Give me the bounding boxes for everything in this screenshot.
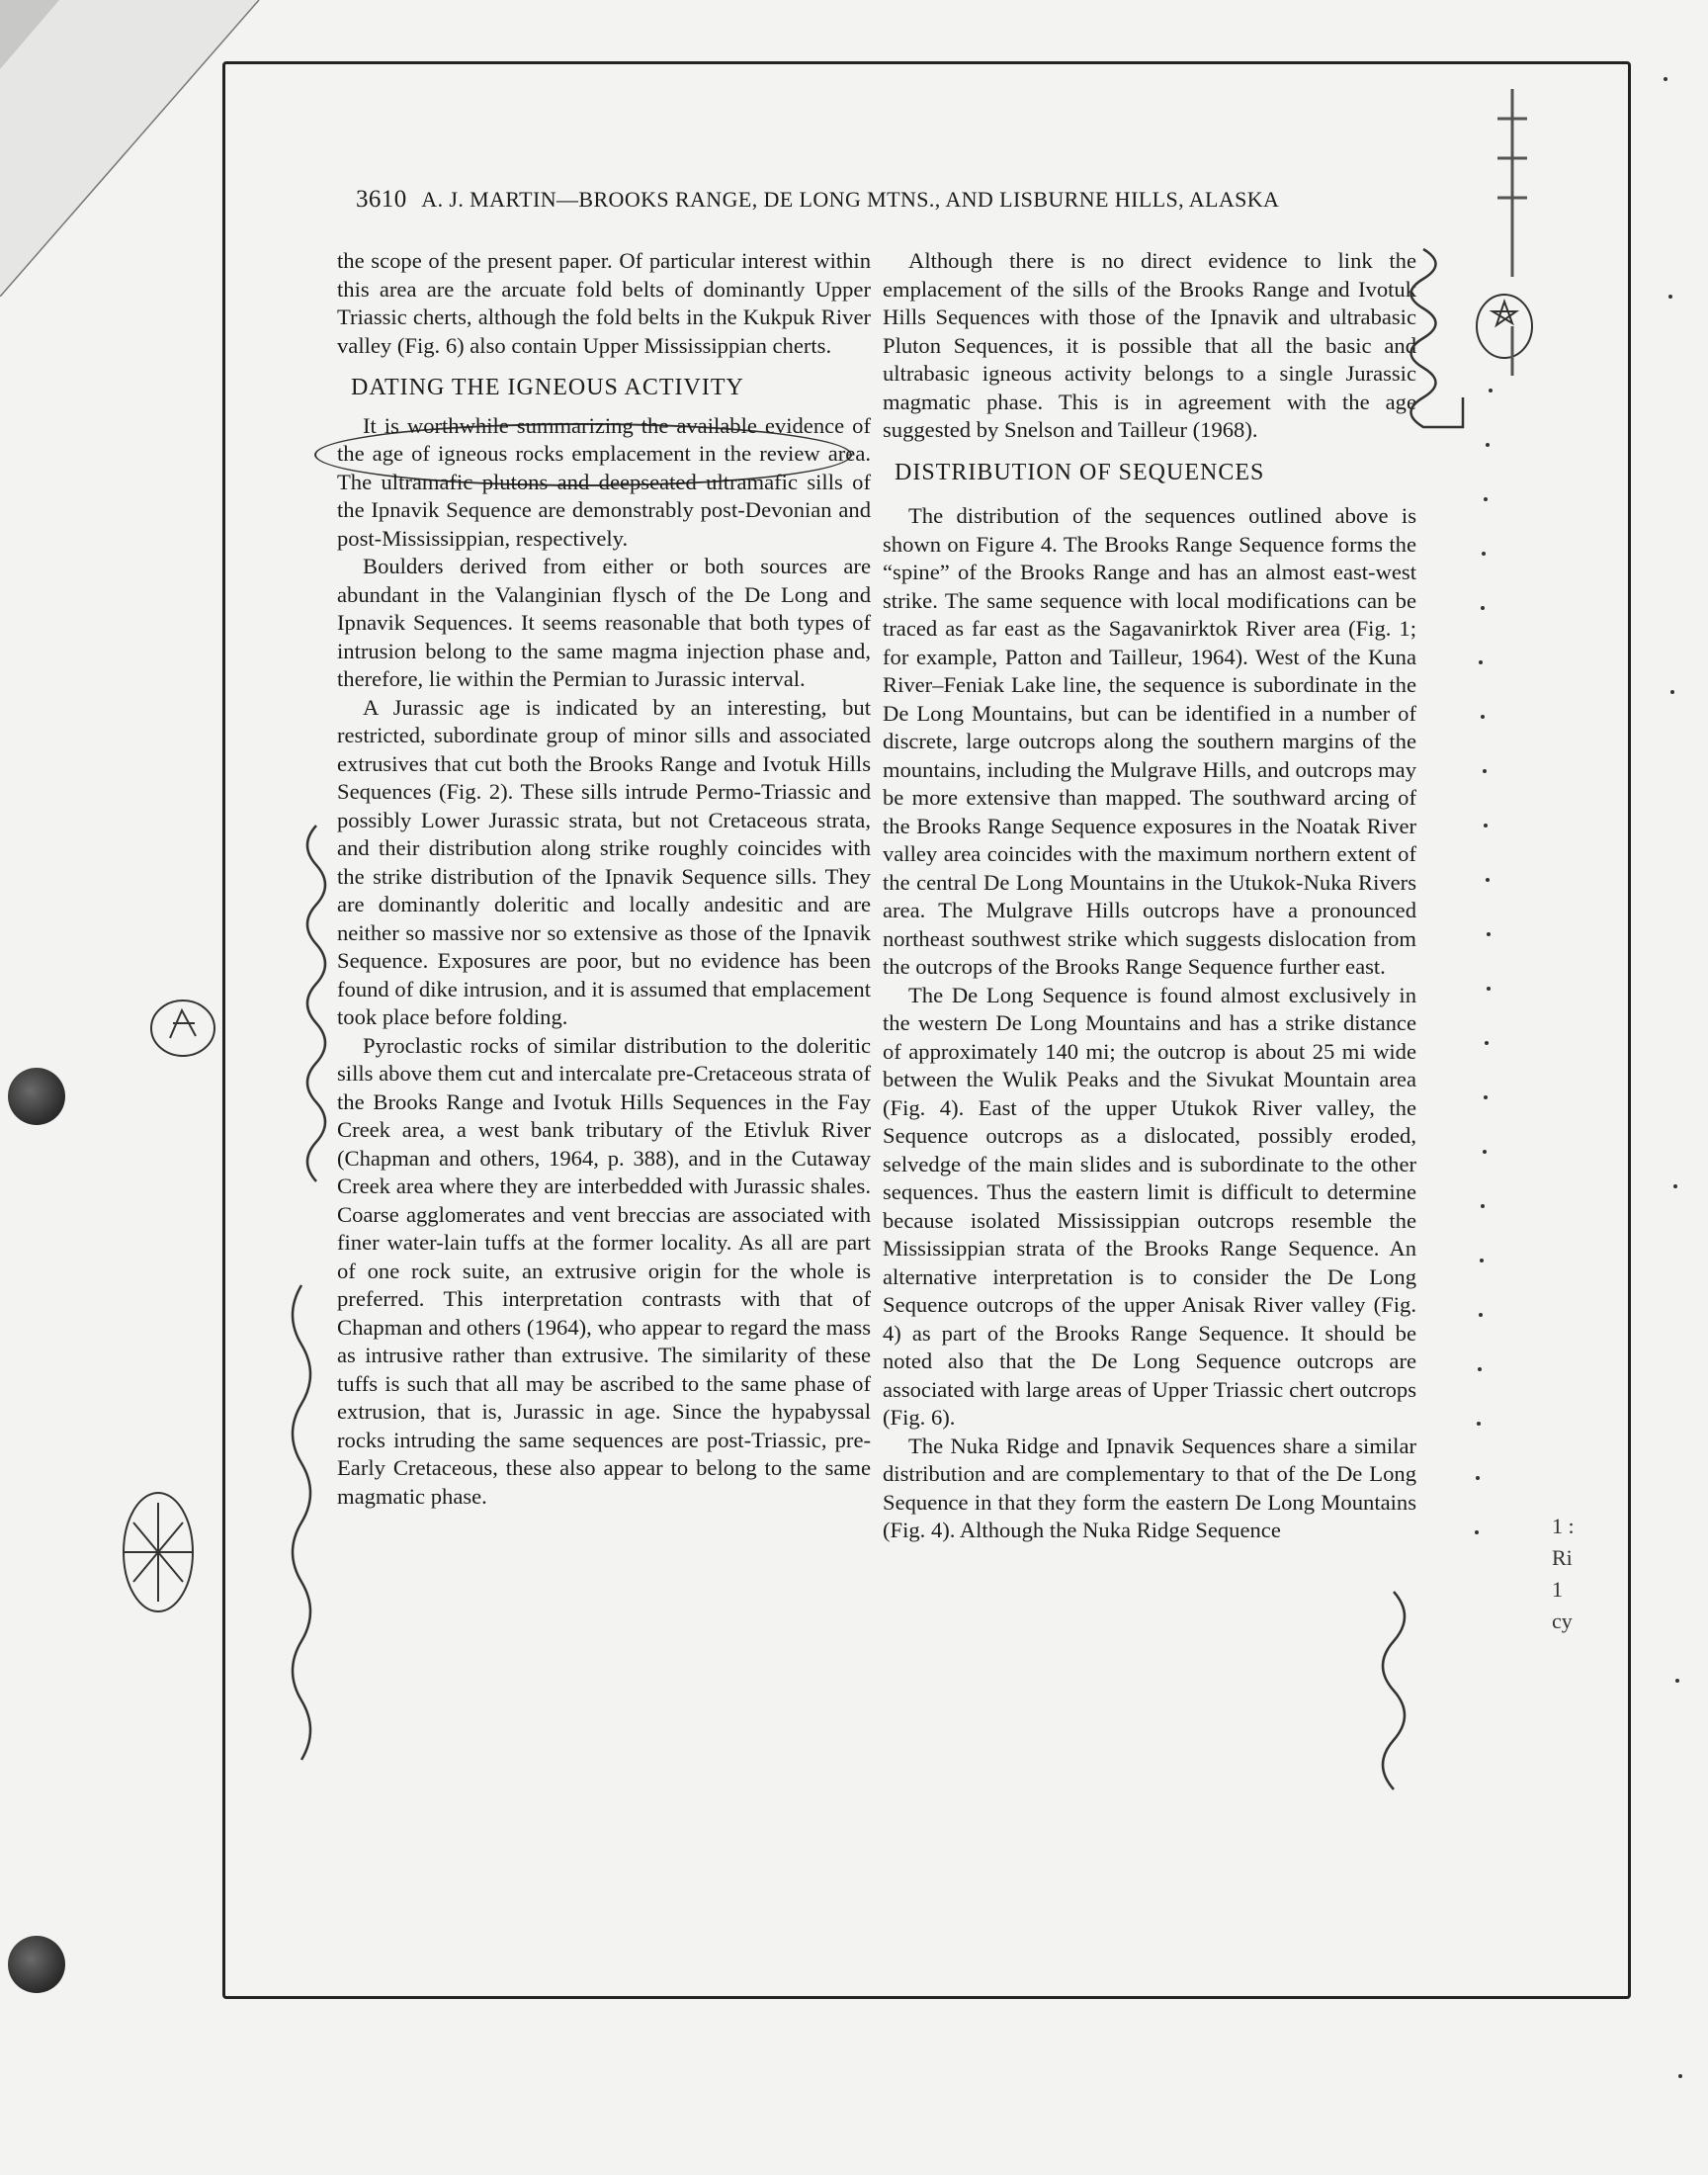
- running-head: [356, 186, 1364, 214]
- paragraph: The Nuka Ridge and Ipnavik Sequences share a similar distribution and are complementary to that of the De Long Sequence in that they form the eastern De Long Mountains (Fig. 4). Although the Nuka Ridge Sequence: [883, 1433, 1416, 1542]
- paragraph: It is worthwhile summarizing the available evidence of the age of igneous rocks emplacement in the review area. The ultramafic plutons and deepseated ultramafic sills of the Ipnavik Sequence are demonstrably post-Devonian and post-Mississippian, respectively.: [337, 412, 871, 551]
- paragraph: The distribution of the sequences outlined above is shown on Figure 4. The Brooks Range Sequence forms the “spine” of the Brooks Range and has an almost east-west strike. The same sequence with local modifications can be traced as far east as the Sagavanirktok River area (Fig. 1; for example, Patton and Tailleur, 1964). West of the Kuna River–Feniak Lake line, the sequence is subordinate in the De Long Mountains, but can be identified in a number of discrete, large outcrops along the southern margins of the mountains, including the Mulgrave Hills, and outcrops may be more extensive than mapped. The southward arcing of the Brooks Range Sequence exposures in the Noatak River valley area coincides with the maximum northern extent of the central De Long Mountains in the Utukok-Nuka Rivers area. The Mulgrave Hills outcrops have a pronounced northeast southwest strike which suggests dislocation from the outcrops of the Brooks Range Sequence further east.: [883, 503, 1416, 979]
- punch-hole: [8, 1936, 65, 1993]
- margin-note: 1 : Ri 1 cy: [1552, 1514, 1575, 1633]
- paragraph: The De Long Sequence is found almost exclusively in the western De Long Mountains and has a strike distance of approximately 140 mi; the outcrop is about 25 mi wide between the Wulik Peaks and the Sivukat Mountain area (Fig. 4). East of the upper Utukok River valley, the Sequence outcrops as a dislocated, possibly eroded, selvedge of the main slides and is subordinate to the other sequences. Thus the eastern limit is difficult to determine because isolated Mississippian outcrops resemble the Mississippian strata of the Brooks Range Sequence. An alternative interpretation is to consider the De Long Sequence outcrops of the upper Anisak River valley (Fig. 4) as part of the Brooks Range Sequence. It should be noted also that the De Long Sequence outcrops are associated with large areas of Upper Triassic chert outcrops (Fig. 6).: [883, 982, 1416, 1430]
- punch-hole: [8, 1068, 65, 1125]
- paragraph: Although there is no direct evidence to link the emplacement of the sills of the Brooks Range and Ivotuk Hills Sequences with those of the Ipnavik and ultrabasic Pluton Sequences, it is possible that all the basic and ultrabasic igneous activity belongs to a single Jurassic magmatic phase. This is in agreement with the age suggested by Snelson and Tailleur (1968).: [883, 248, 1416, 442]
- section-heading: DISTRIBUTION OF SEQUENCES: [895, 459, 1265, 485]
- section-heading: DATING THE IGNEOUS ACTIVITY: [351, 375, 744, 400]
- left-column: [337, 247, 871, 1511]
- paragraph: Pyroclastic rocks of similar distribution to the doleritic sills above them cut and intercalate pre-Cretaceous strata of the Brooks Range and Ivotuk Hills Sequences in the Fay Creek area, a west bank tributary of the Etivluk River (Chapman and others, 1964, p. 388), and in the Cutaway Creek area where they are interbedded with Jurassic shales. Coarse agglomerates and vent breccias are associated with finer water-lain tuffs at the former locality. As all are part of one rock suite, an extrusive origin for the whole is preferred. This interpretation contrasts with that of Chapman and others (1964), who appear to regard the mass as intrusive rather than extrusive. The similarity of these tuffs is such that all may be ascribed to the same phase of extrusion, that is, Jurassic in age. Since the hypabyssal rocks intruding the same sequences are post-Triassic, pre-Early Cretaceous, these also appear to belong to the same magmatic phase.: [337, 1032, 871, 1509]
- right-column: [883, 247, 1416, 1545]
- running-title: A. J. MARTIN—BROOKS RANGE, DE LONG MTNS., AND LISBURNE HILLS, ALASKA: [421, 187, 1280, 212]
- paragraph: A Jurassic age is indicated by an interesting, but restricted, subordinate group of minor sills and associated extrusives that cut both the Brooks Range and Ivotuk Hills Sequences (Fig. 2). These sills intrude Permo-Triassic and possibly Lower Jurassic strata, but not Cretaceous strata, and their distribution along strike roughly coincides with the strike distribution of the Ipnavik Sequence sills. They are dominantly doleritic and locally andesitic and are neither so massive nor so extensive as those of the Ipnavik Sequence. Exposures are poor, but no evidence has been found of dike intrusion, and it is assumed that emplacement took place before folding.: [337, 694, 871, 1029]
- paragraph: Boulders derived from either or both sources are abundant in the Valanginian flysch of the De Long and Ipnavik Sequences. It seems reasonable that both types of intrusion belong to the same magma injection phase and, therefore, lie within the Permian to Jurassic interval.: [337, 554, 871, 691]
- paragraph: the scope of the present paper. Of particular interest within this area are the arcuate fold belts of dominantly Upper Triassic cherts, although the fold belts in the Kukpuk River valley (Fig. 6) also contain Upper Mississippian cherts.: [337, 248, 871, 358]
- page-number: 3610: [356, 186, 407, 213]
